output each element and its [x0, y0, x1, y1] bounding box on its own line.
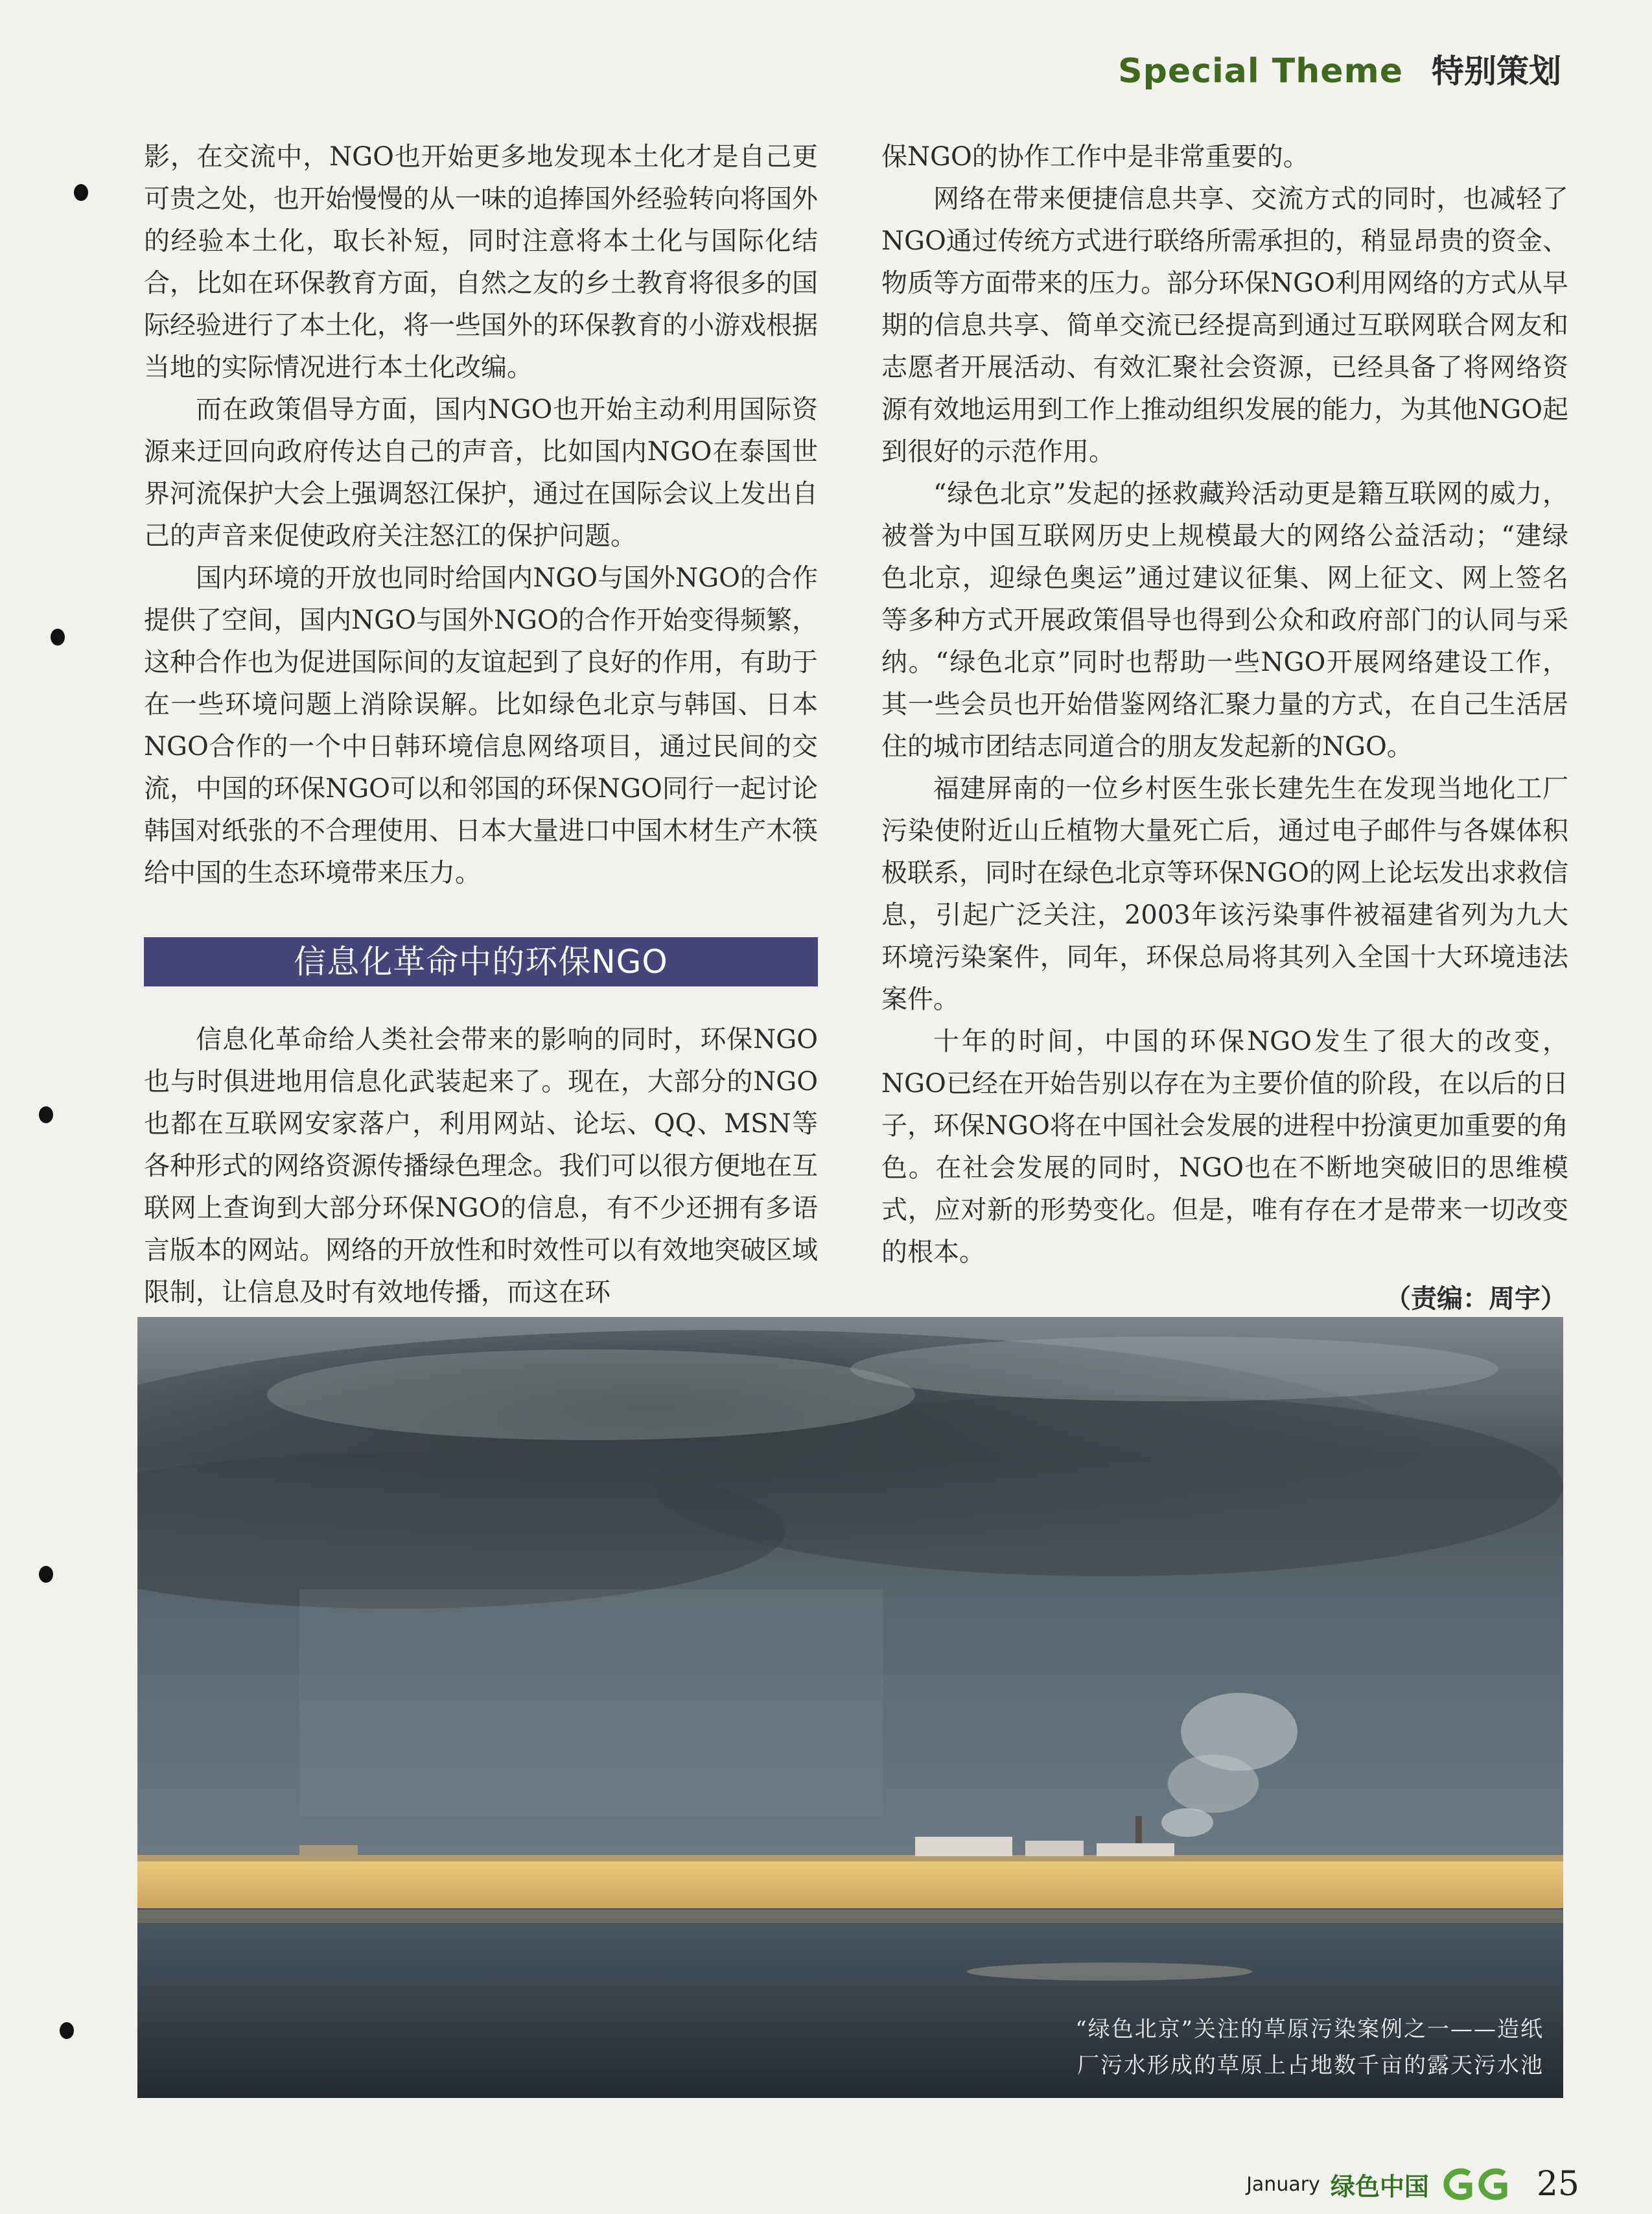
- footer-magazine-name: 绿色中国: [1330, 2172, 1429, 2201]
- punch-hole: [74, 184, 88, 201]
- paragraph: 保NGO的协作工作中是非常重要的。: [881, 142, 1309, 172]
- page-header: [1118, 45, 1561, 92]
- header-chinese-title: 特别策划: [1432, 52, 1561, 90]
- paragraph: 国内环境的开放也同时给国内NGO与国外NGO的合作提供了空间，国内NGO与国外NGO的合作开始变得频繁，这种合作也为促进国际间的友谊起到了良好的作用，有助于在一些环境问题上消除误解。比如绿色北京与韩国、日本NGO合作的一个中日韩环境信息网络项目，通过民间的交流，中国的环保NGO可以和邻国的环保NGO同行一起讨论韩国对纸张的不合理使用、日本大量进口中国木材生产木筷给中国的生态环境带来压力。: [144, 563, 818, 888]
- paragraph: 信息化革命给人类社会带来的影响的同时，环保NGO也与时俱进地用信息化武装起来了。现在，大部分的NGO也都在互联网安家落户，利用网站、论坛、QQ、MSN等各种形式的网络资源传播绿色理念。我们可以很方便地在互联网上查询到大部分环保NGO的信息，有不少还拥有多语言版本的网站。网络的开放性和时效性可以有效地突破区域限制，让信息及时有效地传播，而这在环: [144, 1025, 818, 1307]
- paragraph: 而在政策倡导方面，国内NGO也开始主动利用国际资源来迂回向政府传达自己的声音，比如国内NGO在泰国世界河流保护大会上强调怒江保护，通过在国际会议上发出自己的声音来促使政府关注怒江的保护问题。: [144, 395, 818, 551]
- caption-line: 厂污水形成的草原上占地数千亩的露天污水池: [1077, 2053, 1544, 2079]
- punch-hole: [39, 1106, 53, 1123]
- storm-lake-image: [137, 1317, 1563, 2098]
- paragraph: 影，在交流中，NGO也开始更多地发现本土化才是自己更可贵之处，也开始慢慢的从一味的追捧国外经验转向将国外的经验本土化，取长补短，同时注意将本土化与国际化结合，比如在环保教育方面，自然之友的乡土教育将很多的国际经验进行了本土化，将一些国外的环保教育的小游戏根据当地的实际情况进行本土化改编。: [144, 142, 818, 382]
- punch-hole: [39, 1566, 53, 1583]
- punch-hole: [51, 629, 65, 646]
- paragraph: 十年的时间，中国的环保NGO发生了很大的改变，NGO已经在开始告别以存在为主要价值的阶段，在以后的日子，环保NGO将在中国社会发展的进程中扮演更加重要的角色。在社会发展的同时，NGO也在不断地突破旧的思维模式，应对新的形势变化。但是，唯有存在才是带来一切改变的根本。: [881, 1027, 1568, 1267]
- section-heading: 信息化革命中的环保NGO: [144, 937, 818, 986]
- footer-month: January: [1246, 2173, 1320, 2196]
- editor-note: （责编：周宇）: [1385, 1284, 1566, 1314]
- punch-hole: [60, 2022, 74, 2039]
- page-number: 25: [1536, 2165, 1579, 2204]
- paragraph: 网络在带来便捷信息共享、交流方式的同时，也减轻了NGO通过传统方式进行联络所需承担的，稍显昂贵的资金、物质等方面带来的压力。部分环保NGO利用网络的方式从早期的信息共享、简单交流已经提高到通过互联网联合网友和志愿者开展活动、有效汇聚社会资源，已经具备了将网络资源有效地运用到工作上推动组织发展的能力，为其他NGO起到很好的示范作用。: [881, 184, 1568, 467]
- header-english-title: Special Theme: [1118, 52, 1403, 91]
- right-column: [881, 136, 1568, 1274]
- caption-line: “绿色北京”关注的草原污染案例之一——造纸: [1075, 2016, 1544, 2042]
- page-footer: [1246, 2165, 1579, 2204]
- paragraph: “绿色北京”发起的拯救藏羚活动更是籍互联网的威力，被誉为中国互联网历史上规模最大的网络公益活动；“建绿色北京，迎绿色奥运”通过建议征集、网上征文、网上签名等多种方式开展政策倡导也得到公众和政府部门的认同与采纳。“绿色北京”同时也帮助一些NGO开展网络建设工作，其一些会员也开始借鉴网络汇聚力量的方式，在自己生活居住的城市团结志同道合的朋友发起新的NGO。: [881, 479, 1568, 762]
- photo-caption: [1075, 2011, 1544, 2084]
- left-column: [144, 136, 818, 1314]
- paragraph: 福建屏南的一位乡村医生张长建先生在发现当地化工厂污染使附近山丘植物大量死亡后，通过电子邮件与各媒体积极联系，同时在绿色北京等环保NGO的网上论坛发出求救信息，引起广泛关注，2003年该污染事件被福建省列为九大环境污染案件，同年，环保总局将其列入全国十大环境违法案件。: [881, 774, 1568, 1014]
- landscape-photo: [137, 1317, 1563, 2098]
- magazine-logo-icon: [1439, 2167, 1509, 2201]
